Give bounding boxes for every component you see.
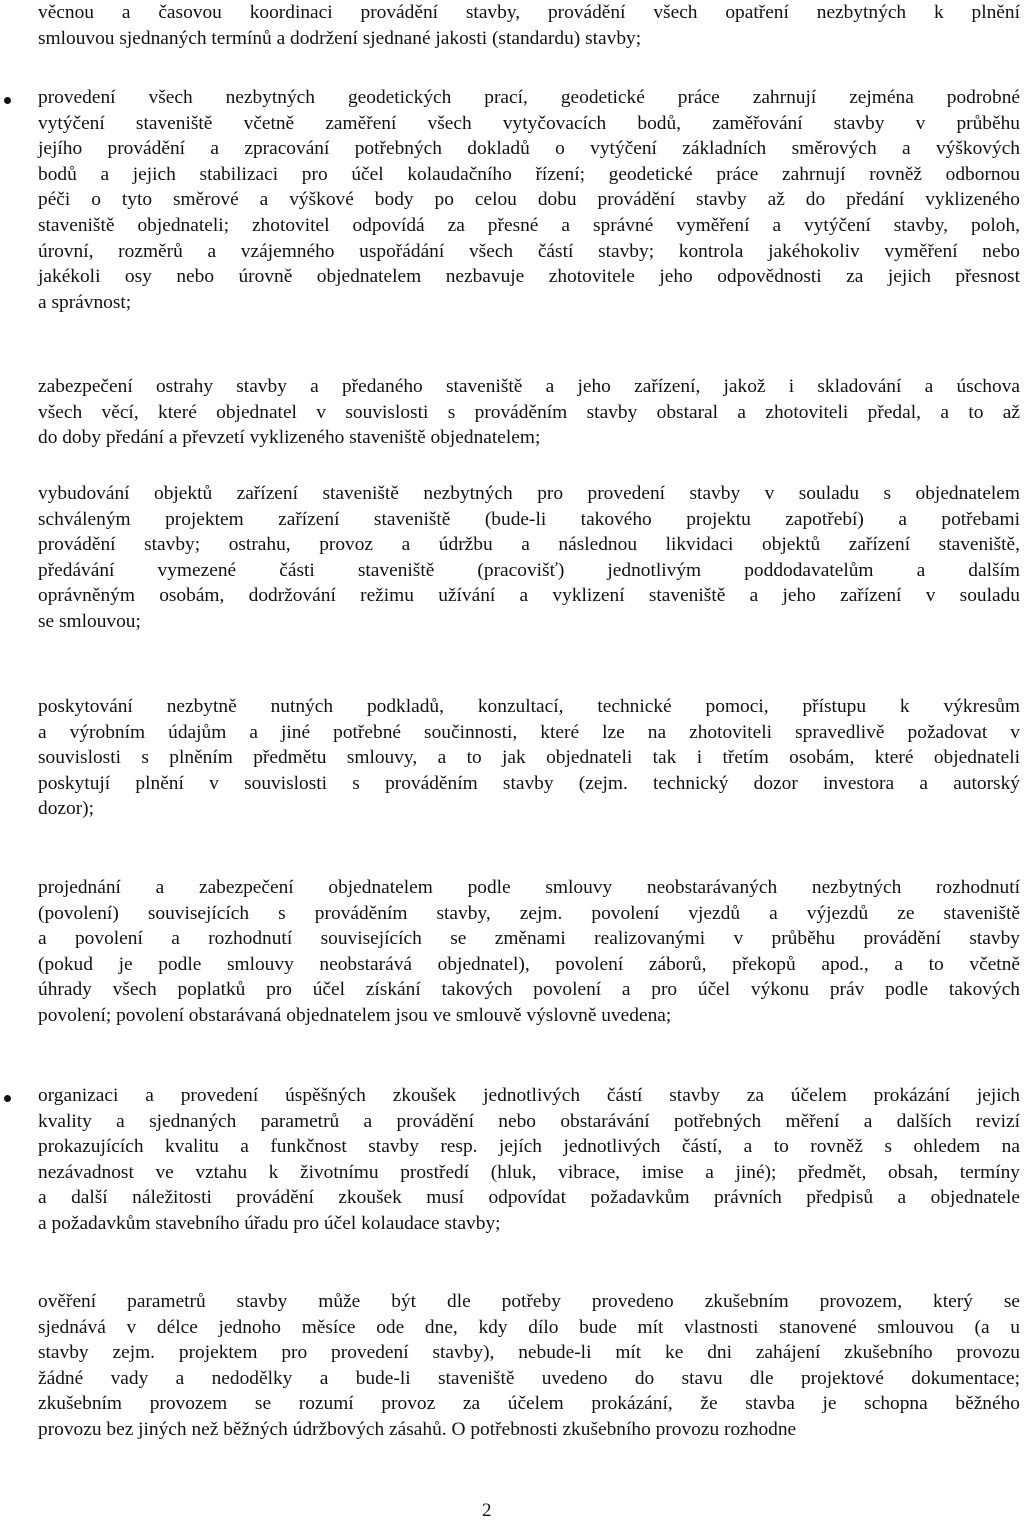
paragraph [38,694,1020,822]
text-line: souvislosti s plněním předmětu smlouvy, a to jak objednateli tak i třetím osobám, které objednateli [38,747,1020,769]
text-line: se smlouvou; [38,610,141,632]
text-line: do doby předání a převzetí vyklizeného staveniště objednatelem; [38,427,541,449]
text-line: organizaci a provedení úspěšných zkoušek jednotlivých částí stavby za účelem prokázání jejich [38,1085,1020,1106]
paragraph [38,85,1020,315]
paragraph [38,1083,1020,1237]
text-line: nezávadnost ve vztahu k životnímu prostředí (hluk, vibrace, imise a jiné); předmět, obsah, termíny [38,1161,1020,1183]
bullet-icon [4,97,11,104]
text-line: žádné vady a nedodělky a bude-li staveniště uvedeno do stavu dle projektové dokumentace; [38,1367,1020,1389]
text-line: vytýčení staveniště včetně zaměření všech vytyčovacích bodů, zaměřování stavby v průběhu [38,112,1020,134]
text-line: ověření parametrů stavby může být dle potřeby provedeno zkušebním provozem, který se [38,1291,1020,1312]
text-line: schváleným projektem zařízení staveniště (bude-li takového projektu zapotřebí) a potřebami [38,508,1020,530]
text-line: jejího provádění a zpracování potřebných dokladů o vytýčení základních směrových a výškových [38,138,1020,160]
text-line: všech věcí, které objednatel v souvislosti s prováděním stavby obstaral a zhotoviteli předal, a to až [38,401,1020,423]
paragraph [38,0,1020,51]
paragraph [38,374,1020,451]
text-line: a požadavkům stavebního úřadu pro účel kolaudace stavby; [38,1212,501,1234]
text-line: předávání vymezené části staveniště (pracovišť) jednotlivým poddodavatelům a dalším [38,559,1020,581]
text-line: a správnost; [38,291,132,313]
text-line: staveniště objednateli; zhotovitel odpovídá za přesné a správné vyměření a vytýčení stavby, poloh, [38,214,1020,236]
text-line: (povolení) souvisejících s prováděním stavby, zejm. povolení vjezdů a výjezdů ze staveniště [38,902,1020,924]
text-line: projednání a zabezpečení objednatelem podle smlouvy neobstarávaných nezbytných rozhodnutí [38,877,1020,898]
text-line: provedení všech nezbytných geodetických prací, geodetické práce zahrnují zejména podrobné [38,87,1020,108]
text-line: vybudování objektů zařízení staveniště nezbytných pro provedení stavby v souladu s objednatelem [38,483,1020,504]
text-line: bodů a jejich stabilizaci pro účel kolaudačního řízení; geodetické práce zahrnují rovněž odbornou [38,163,1020,185]
text-line: provozu bez jiných než běžných údržbových zásahů. O potřebnosti zkušebního provozu rozhodne [38,1418,797,1440]
text-line: sjednává v délce jednoho měsíce ode dne, kdy dílo bude mít vlastnosti stanovené smlouvou (a u [38,1316,1020,1338]
paragraph [38,1289,1020,1443]
text-line: povolení; povolení obstarávaná objednatelem jsou ve smlouvě výslovně uvedena; [38,1004,672,1026]
text-line: a další náležitosti provádění zkoušek musí odpovídat požadavkům právních předpisů a objednatele [38,1187,1020,1209]
text-line: a výrobním údajům a jiné potřebné součinnosti, které lze na zhotoviteli spravedlivě požadovat v [38,721,1020,743]
text-line: péči o tyto směrové a výškové body po celou dobu provádění stavby až do předání vyklizeného [38,189,1020,211]
text-line: provádění stavby; ostrahu, provoz a údržbu a následnou likvidaci objektů zařízení staveniště, [38,534,1020,556]
page-number: 2 [482,1500,492,1521]
text-line: poskytování nezbytně nutných podkladů, konzultací, technické pomoci, přístupu k výkresům [38,696,1020,717]
text-line: jakékoli osy nebo úrovně objednatelem nezbavuje zhotovitele jeho odpovědnosti za jejich přesnost [38,266,1020,288]
paragraph [38,481,1020,635]
paragraph [38,875,1020,1029]
text-line: (pokud je podle smlouvy neobstarává objednatel), povolení záborů, překopů apod., a to včetně [38,953,1020,975]
text-line: a povolení a rozhodnutí souvisejících se změnami realizovanými v průběhu provádění stavby [38,928,1020,950]
bullet-icon [4,1095,11,1102]
text-line: oprávněným osobám, dodržování režimu užívání a vyklizení staveniště a jeho zařízení v souladu [38,585,1020,607]
text-line: dozor); [38,798,94,820]
text-line: úhrady všech poplatků pro účel získání takových povolení a pro účel výkonu práv podle takových [38,979,1020,1001]
text-line: věcnou a časovou koordinaci provádění stavby, provádění všech opatření nezbytných k plnění [38,2,1020,23]
text-line: poskytují plnění v souvislosti s prováděním stavby (zejm. technický dozor investora a autorský [38,772,1020,794]
text-line: zkušebním provozem se rozumí provoz za účelem prokázání, že stavba je schopna běžného [38,1393,1020,1415]
text-line: kvality a sjednaných parametrů a provádění nebo obstarávání potřebných měření a dalších revizí [38,1110,1020,1132]
text-line: prokazujících kvalitu a funkčnost stavby resp. jejích jednotlivých částí, a to rovněž s ohledem na [38,1136,1020,1158]
text-line: smlouvou sjednaných termínů a dodržení sjednané jakosti (standardu) stavby; [38,27,642,49]
text-line: zabezpečení ostrahy stavby a předaného staveniště a jeho zařízení, jakož i skladování a úschova [38,376,1020,397]
text-line: stavby zejm. projektem pro provedení stavby), nebude-li mít ke dni zahájení zkušebního provozu [38,1342,1020,1364]
text-line: úrovní, rozměrů a vzájemného uspořádání všech částí stavby; kontrola jakéhokoliv vyměření nebo [38,240,1020,262]
